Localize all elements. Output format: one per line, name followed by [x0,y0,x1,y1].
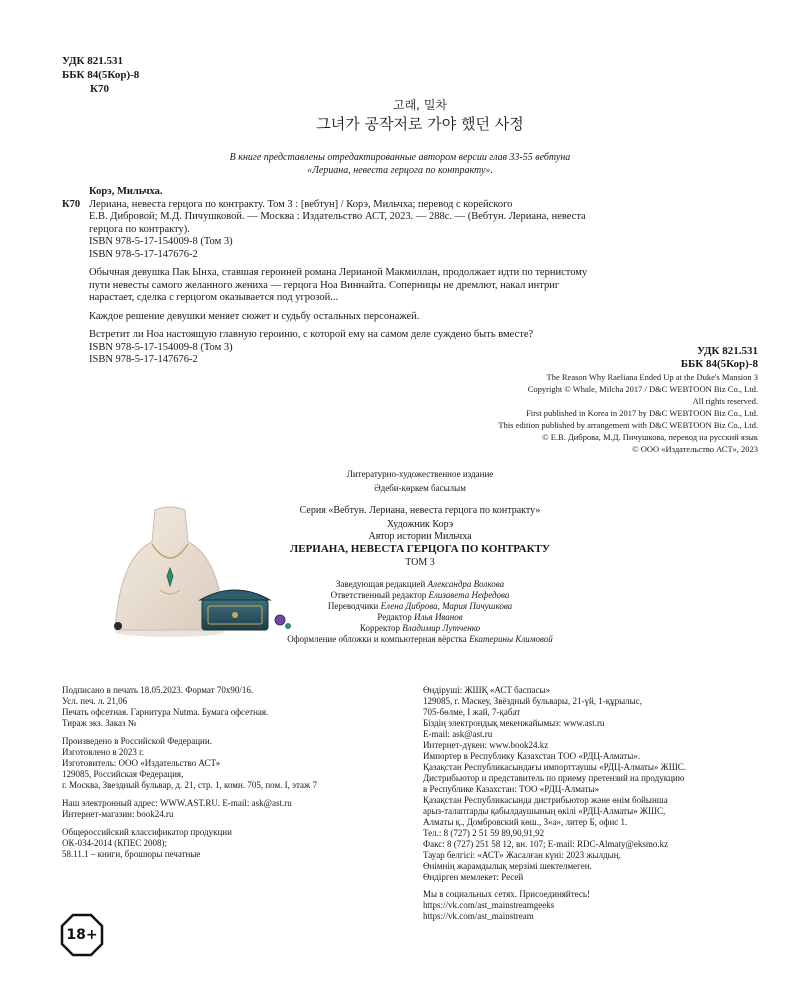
imprint-line: Печать офсетная. Гарнитура Nutma. Бумага офсетная. [62,707,269,717]
edition-type [0,467,800,495]
story-author-credit: Автор истории Мильчха [368,530,472,542]
staff-row: Оформление обложки и компьютерная вёрстка Екатерины Климовой [287,634,553,644]
artist-credit: Художник Корэ [386,519,454,530]
credits-block [0,519,800,569]
edition-type-kz: Әдеби-көркем басылым [374,483,466,493]
annotation-line: Каждое решение девушки меняет сюжет и судьбу остальных персонажей. [89,310,420,322]
imprint-line: 58.11.1 – книги, брошюры печатные [62,849,201,859]
imprint-line: Усл. печ. л. 21,06 [62,696,128,706]
annotation-line: Встретит ли Ноа настоящую главную героиню, с которой ему на самом деле суждено быть вместе? [89,329,534,340]
imprint-line: Интернет-магазин: book24.ru [62,809,174,819]
copyright-line: Copyright © Whale, Milcha 2017 / D&C WEBTOON Biz Co., Ltd. [527,384,758,394]
imprint-line: Тауар белгісі: «АСТ» Жасалған күні: 2023 жылдың. [423,850,621,860]
edition-note-line: В книге представлены отредактированные автором версии глав 33-55 вебтуна [229,152,571,163]
imprint-line: Интернет-дүкен: www.book24.kz [423,740,549,750]
book-title: ЛЕРИАНА, НЕВЕСТА ГЕРЦОГА ПО КОНТРАКТУ [290,543,550,555]
imprint-line: 705-бөлме, I жай, 7-қабат [423,707,521,717]
imprint-line: 129085, г. Мәскеу, Звёздный бульвары, 21-үй, 1-құрылыс, [423,696,642,706]
biblio-author: Корэ, Мильчха. [89,186,163,197]
annotation-line: Обычная девушка Пак Ынха, ставшая героиней романа Лерианой Макмиллан, продолжает идти по тернистому [89,267,588,278]
imprint-right [423,685,783,922]
imprint-line: Біздің электрондық мекенжайымыз: www.ast.ru [423,718,605,728]
imprint-line: E-mail: ask@ast.ru [423,729,493,739]
annotation-line: нарастает, сделка с герцогом оказывается под угрозой... [89,292,339,303]
publisher-copyright: © ООО «Издательство АСТ», 2023 [632,444,758,454]
biblio-desc-line: Лериана, невеста герцога по контракту. Том 3 : [вебтун] / Корэ, Мильчха; перевод с корейского [89,198,513,210]
biblio-isbn: ISBN 978-5-17-154009-8 (Том 3) [89,341,233,353]
biblio-isbn: ISBN 978-5-17-154009-8 (Том 3) [89,236,233,247]
imprint-line: Изготовлено в 2023 г. [62,747,145,757]
top-catalog-codes [62,54,139,96]
staff-row: Ответственный редактор Елизавета Нефедова [330,590,510,600]
imprint-line: Тел.: 8 (727) 2 51 59 89,90,91,92 [423,828,545,838]
imprint-line: Өнімнің жарамдылық мерзімі шектелмеген. [423,861,592,871]
translation-copyright: © Е.В. Диброва, М.Д. Пичушкова, перевод на русский язык [542,432,758,442]
edition-note-line: «Лериана, невеста герцога по контракту». [307,165,493,176]
imprint-line: ОК-034-2014 (КПЕС 2008); [62,838,167,848]
annotation-line: пути невесты самого желанного жениха — герцога Ноа Виннайта. Соперницы не дремлют, накал интриг [89,279,560,291]
imprint-line: Дистрибьютор и представитель по приему претензий на продукцию [423,773,685,783]
imprint-line: Наш электронный адрес: WWW.AST.RU. E-mail: ask@ast.ru [62,798,292,808]
editorial-staff [0,579,800,645]
imprint-line: в Республике Казахстан: ТОО «РДЦ-Алматы» [423,784,600,794]
original-korean-title [0,96,800,134]
volume-label: ТОМ 3 [405,557,435,568]
biblio-isbn: ISBN 978-5-17-147676-2 [89,354,198,365]
first-published: First published in Korea in 2017 by D&C WEBTOON Biz Co., Ltd. [525,408,758,418]
biblio-desc-line: Е.В. Дибровой; М.Д. Пичушковой. — Москва : Издательство АСТ, 2023. — 288с. — (Вебтун. Лериана, невеста [89,211,586,222]
imprint-line: Подписано в печать 18.05.2023. Формат 70х90/16. [62,685,254,695]
staff-row: Переводчики Елена Диброва, Мария Пичушкова [327,601,513,611]
korean-title: 그녀가 공작저로 가야 했던 사정 [316,115,524,133]
edition-note [0,151,800,177]
bbk-code-right: ББК 84(5Кор)-8 [680,358,758,370]
biblio-author-mark: К70 [62,198,81,210]
original-title: The Reason Why Raeliana Ended Up at the Duke's Mansion 3 [546,372,758,382]
bibliographic-record [62,186,712,367]
imprint-line: арыз-талаптарды қабылдаушының өкілі «РДЦ-Алматы» ЖШС, [423,806,666,816]
korean-authors: 고래, 밀차 [393,98,447,112]
social-link[interactable]: https://vk.com/ast_mainstream [423,911,534,921]
social-link[interactable]: https://vk.com/ast_mainstreamgeeks [423,900,555,910]
rights-reserved: All rights reserved. [692,396,758,406]
social-heading: Мы в социальных сетях. Присоединяйтесь! [423,889,590,899]
age-rating-badge [60,913,104,957]
copyright-block [338,345,758,455]
imprint-line: Алматы қ., Домбровский көш., 3«а», литер Б, офис 1. [423,817,628,827]
imprint-line: Өндірген мемлекет: Ресей [423,872,524,882]
udk-code: УДК 821.531 [62,55,124,67]
imprint-line: г. Москва, Звездный бульвар, д. 21, стр. 1, комн. 705, пом. I, этаж 7 [62,780,318,790]
imprint-line: Қазақстан Республикасында дистрибьютор және өнім бойынша [423,795,668,805]
imprint-line: Изготовитель: ООО «Издательство АСТ» [62,758,221,768]
imprint-line: Факс: 8 (727) 251 58 12, вн. 107; E-mail: RDC-Almaty@eksmo.kz [423,839,669,849]
bbk-code: ББК 84(5Кор)-8 [62,69,140,81]
edition-type-ru: Литературно-художественное издание [346,469,494,479]
imprint-line: 129085, Российская Федерация, [62,769,184,779]
staff-row: Заведующая редакцией Александра Волкова [335,579,505,589]
author-mark: К70 [90,83,109,95]
biblio-desc-line: герцога по контракту). [89,223,190,235]
imprint-line: Тираж экз. Заказ № [62,718,137,728]
series-line: Серия «Вебтун. Лериана, невеста герцога по контракту» [299,505,541,516]
staff-row: Корректор Владимир Лутченко [359,623,481,633]
arrangement-line: This edition published by arrangement with D&C WEBTOON Biz Co., Ltd. [498,420,758,430]
biblio-description [62,199,712,212]
imprint-left [62,685,407,860]
imprint-line: Қазақстан Республикасындағы импорттаушы «РДЦ-Алматы» ЖШС. [423,762,687,772]
imprint-line: Өндіруші: ЖШҚ «АСТ баспасы» [423,685,551,695]
staff-row: Редактор Илья Иванов [377,612,463,622]
udk-code-right: УДК 821.531 [696,345,758,357]
imprint-line: Общероссийский классификатор продукции [62,827,232,837]
biblio-isbn: ISBN 978-5-17-147676-2 [89,248,198,260]
imprint-line: Произведено в Российской Федерации. [62,736,212,746]
age-rating-text: 18+ [66,927,98,943]
imprint-line: Импортер в Республику Казахстан ТОО «РДЦ-Алматы». [423,751,641,761]
